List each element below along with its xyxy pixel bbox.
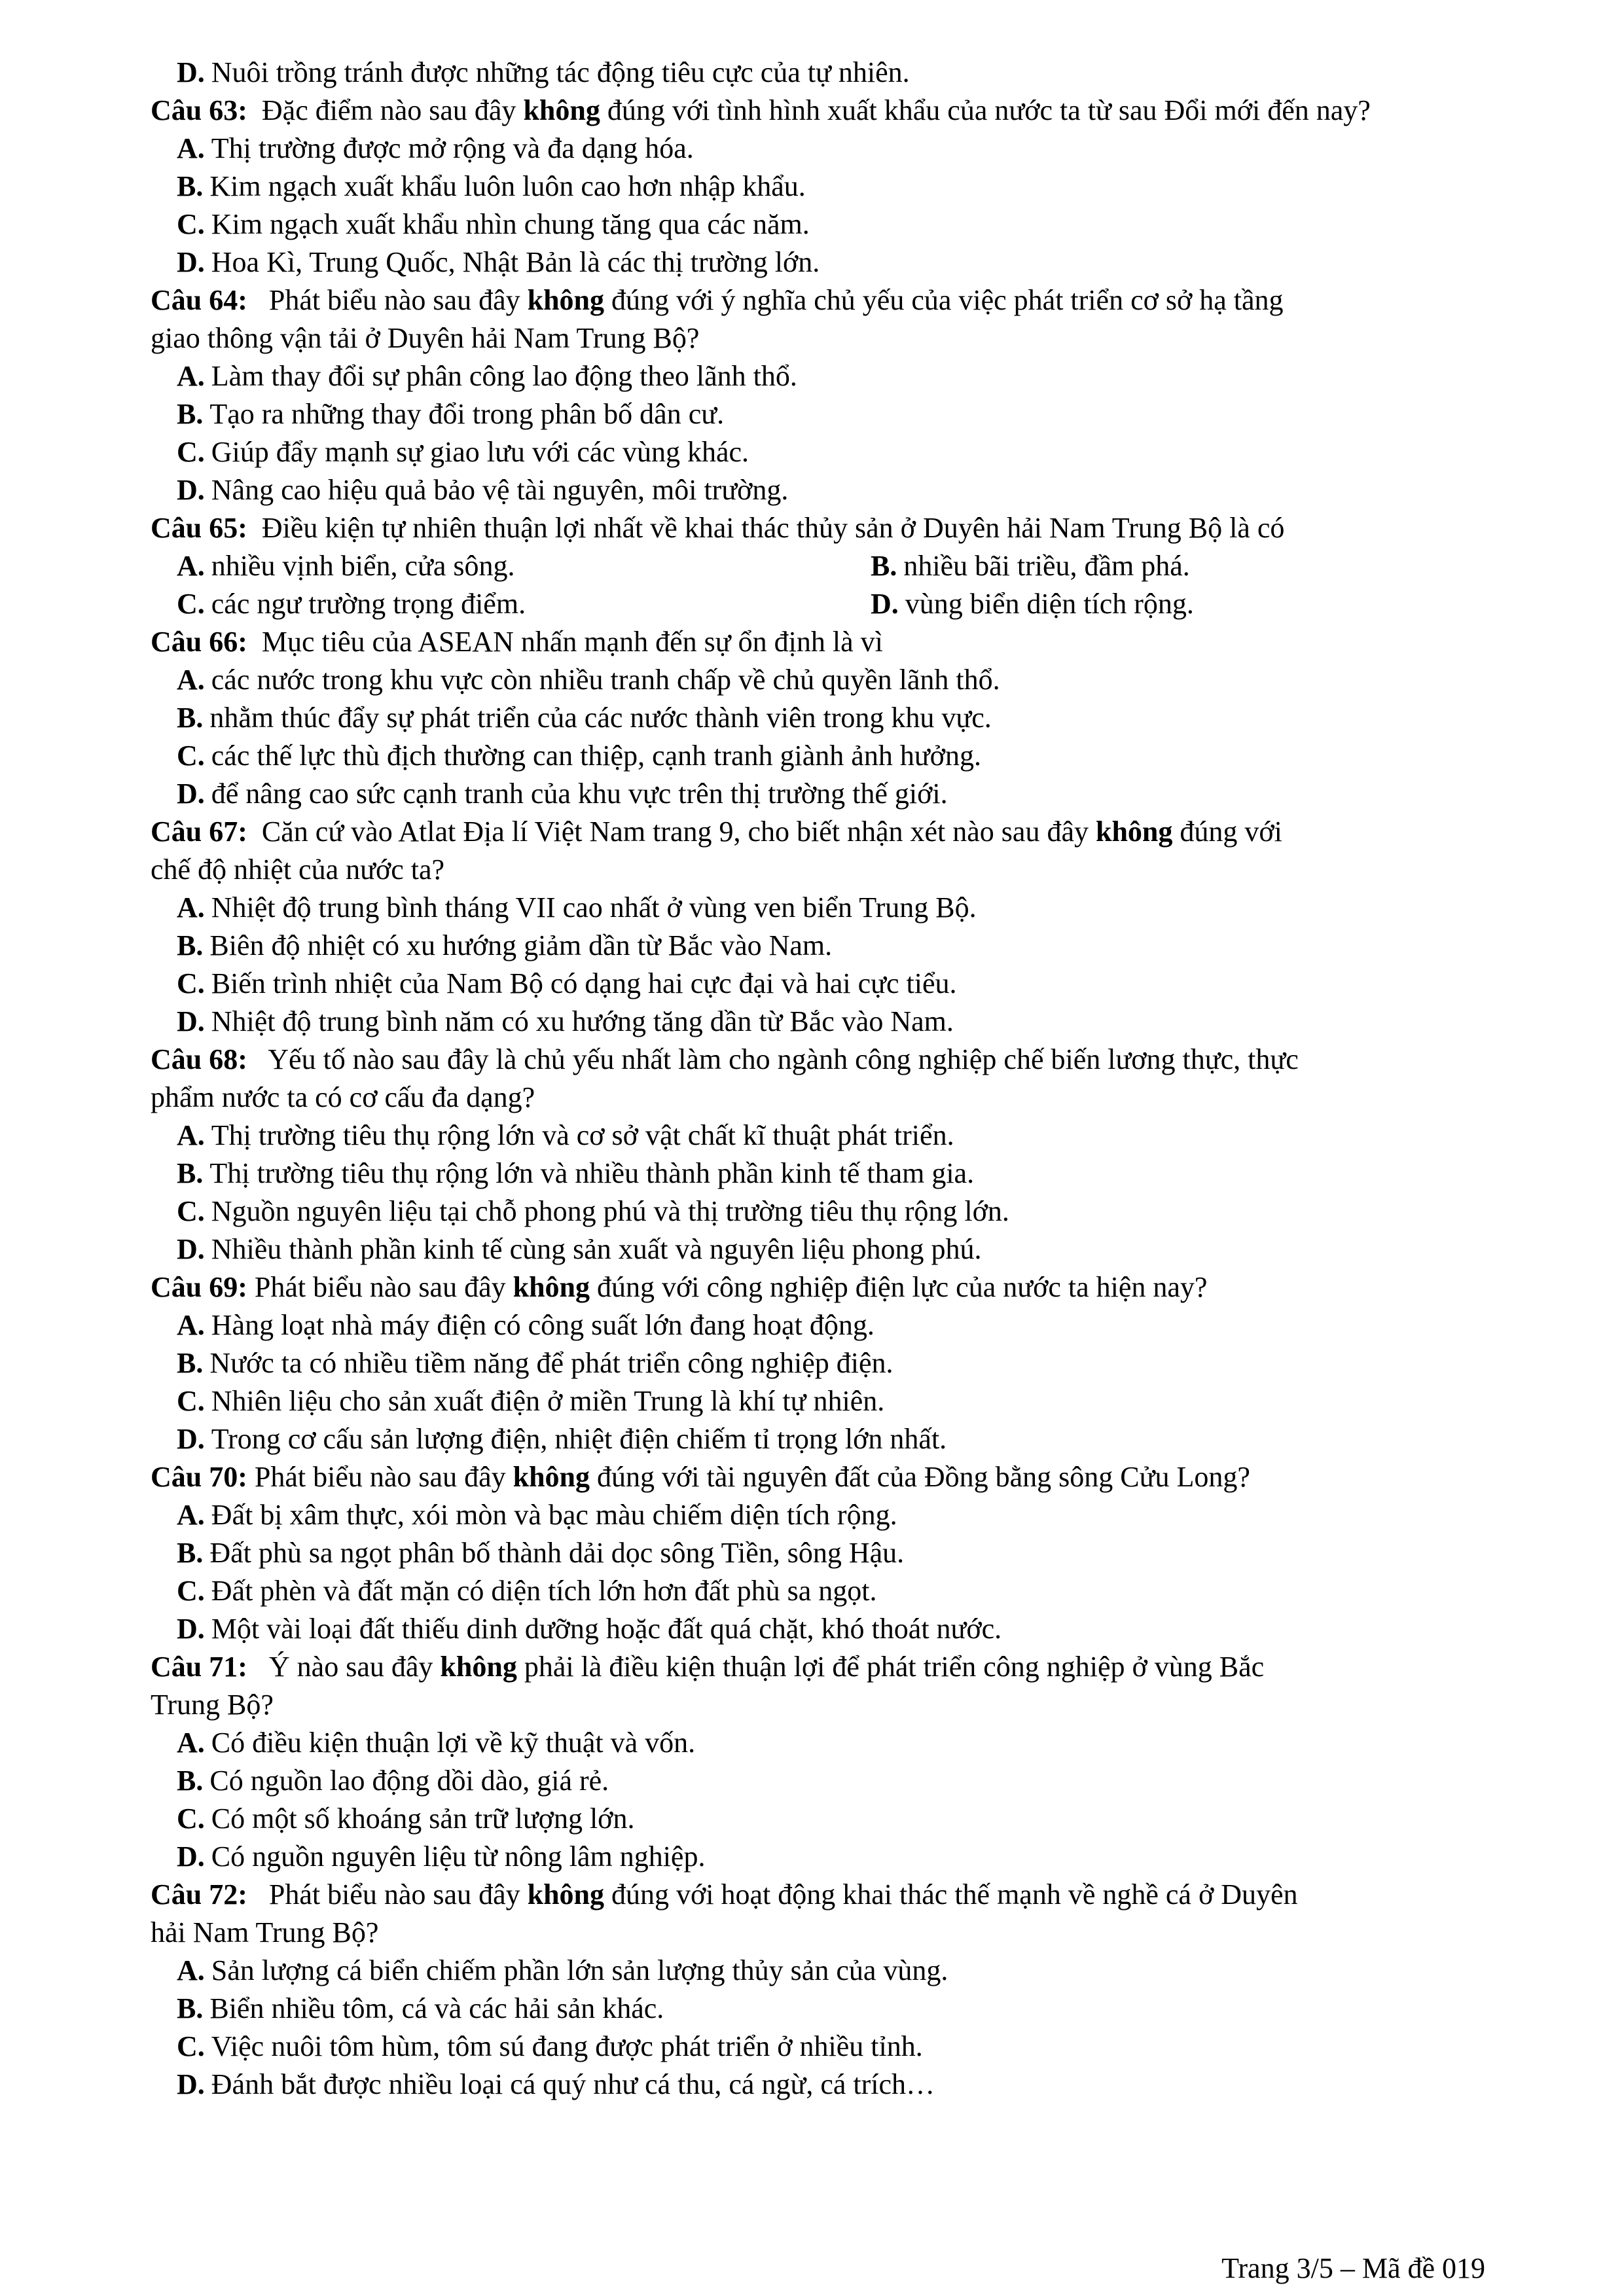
q67-option-a: A. Nhiệt độ trung bình tháng VII cao nhất ở vùng ven biển Trung Bộ. bbox=[177, 891, 977, 924]
q66-option-c: C. các thế lực thù địch thường can thiệp, cạnh tranh giành ảnh hưởng. bbox=[177, 740, 981, 772]
q68-option-d: D. Nhiều thành phần kinh tế cùng sản xuất và nguyên liệu phong phú. bbox=[177, 1233, 982, 1265]
q64-option-d: D. Nâng cao hiệu quả bảo vệ tài nguyên, môi trường. bbox=[177, 474, 789, 506]
q67-option-d: D. Nhiệt độ trung bình năm có xu hướng tăng dần từ Bắc vào Nam. bbox=[177, 1005, 954, 1037]
q65-options-row-2 bbox=[151, 585, 1486, 623]
q66-option-d: D. để nâng cao sức cạnh tranh của khu vực trên thị trường thế giới. bbox=[177, 778, 948, 810]
q70-option-a: A. Đất bị xâm thực, xói mòn và bạc màu chiếm diện tích rộng. bbox=[177, 1499, 897, 1531]
page-footer: Trang 3/5 – Mã đề 019 bbox=[1221, 2252, 1485, 2284]
q70-option-c: C. Đất phèn và đất mặn có diện tích lớn hơn đất phù sa ngọt. bbox=[177, 1575, 877, 1607]
q63-option-d: D. Hoa Kì, Trung Quốc, Nhật Bản là các thị trường lớn. bbox=[177, 246, 820, 278]
q65-option-a: A. nhiều vịnh biển, cửa sông. bbox=[177, 550, 515, 582]
exam-page bbox=[151, 54, 1486, 2104]
q65-option-d: D. vùng biển diện tích rộng. bbox=[871, 588, 1194, 620]
q63-option-a: A. Thị trường được mở rộng và đa dạng hóa. bbox=[177, 132, 694, 164]
q69-option-c: C. Nhiên liệu cho sản xuất điện ở miền Trung là khí tự nhiên. bbox=[177, 1385, 885, 1417]
question-69: Câu 69: Phát biểu nào sau đây không đúng với công nghiệp điện lực của nước ta hiện nay? bbox=[151, 1271, 1208, 1303]
question-71-cont: Trung Bộ? bbox=[151, 1689, 274, 1721]
q70-option-b: B. Đất phù sa ngọt phân bố thành dải dọc sông Tiền, sông Hậu. bbox=[177, 1537, 905, 1569]
q68-option-c: C. Nguồn nguyên liệu tại chỗ phong phú và thị trường tiêu thụ rộng lớn. bbox=[177, 1195, 1009, 1227]
q72-option-d: D. Đánh bắt được nhiều loại cá quý như cá thu, cá ngừ, cá trích… bbox=[177, 2068, 935, 2100]
q64-option-c: C. Giúp đẩy mạnh sự giao lưu với các vùng khác. bbox=[177, 436, 749, 468]
question-71: Câu 71: Ý nào sau đây không phải là điều kiện thuận lợi để phát triển công nghiệp ở vùng Bắc bbox=[151, 1651, 1265, 1683]
q72-option-c: C. Việc nuôi tôm hùm, tôm sú đang được phát triển ở nhiều tỉnh. bbox=[177, 2030, 923, 2062]
question-72-cont: hải Nam Trung Bộ? bbox=[151, 1916, 379, 1948]
question-72: Câu 72: Phát biểu nào sau đây không đúng với hoạt động khai thác thế mạnh về nghề cá ở Duyên bbox=[151, 1878, 1298, 1910]
q72-option-a: A. Sản lượng cá biển chiếm phần lớn sản lượng thủy sản của vùng. bbox=[177, 1954, 948, 1986]
q67-option-c: C. Biến trình nhiệt của Nam Bộ có dạng hai cực đại và hai cực tiểu. bbox=[177, 967, 957, 999]
question-67: Câu 67: Căn cứ vào Atlat Địa lí Việt Nam trang 9, cho biết nhận xét nào sau đây không đúng với bbox=[151, 816, 1282, 848]
question-65: Câu 65: Điều kiện tự nhiên thuận lợi nhất về khai thác thủy sản ở Duyên hải Nam Trung Bộ là có bbox=[151, 512, 1285, 544]
question-63: Câu 63: Đặc điểm nào sau đây không đúng với tình hình xuất khẩu của nước ta từ sau Đổi mới đến nay? bbox=[151, 94, 1371, 126]
q63-option-b: B. Kim ngạch xuất khẩu luôn luôn cao hơn nhập khẩu. bbox=[177, 170, 806, 202]
q68-option-a: A. Thị trường tiêu thụ rộng lớn và cơ sở vật chất kĩ thuật phát triển. bbox=[177, 1119, 954, 1151]
q67-option-b: B. Biên độ nhiệt có xu hướng giảm dần từ Bắc vào Nam. bbox=[177, 929, 833, 961]
q72-option-b: B. Biển nhiều tôm, cá và các hải sản khác. bbox=[177, 1992, 664, 2024]
q65-options-row-1 bbox=[151, 547, 1486, 585]
q71-option-d: D. Có nguồn nguyên liệu từ nông lâm nghiệp. bbox=[177, 1840, 706, 1873]
q64-option-b: B. Tạo ra những thay đổi trong phân bố dân cư. bbox=[177, 398, 725, 430]
q65-option-c: C. các ngư trường trọng điểm. bbox=[177, 588, 526, 620]
q65-option-b: B. nhiều bãi triều, đầm phá. bbox=[871, 550, 1190, 582]
q70-option-d: D. Một vài loại đất thiếu dinh dưỡng hoặc đất quá chặt, khó thoát nước. bbox=[177, 1613, 1002, 1645]
q69-option-b: B. Nước ta có nhiều tiềm năng để phát triển công nghiệp điện. bbox=[177, 1347, 893, 1379]
question-68-cont: phẩm nước ta có cơ cấu đa dạng? bbox=[151, 1081, 535, 1113]
question-68: Câu 68: Yếu tố nào sau đây là chủ yếu nhất làm cho ngành công nghiệp chế biến lương thực, thực bbox=[151, 1043, 1299, 1075]
question-70: Câu 70: Phát biểu nào sau đây không đúng với tài nguyên đất của Đồng bằng sông Cửu Long? bbox=[151, 1461, 1250, 1493]
option-d-prev: D. Nuôi trồng tránh được những tác động tiêu cực của tự nhiên. bbox=[177, 56, 910, 88]
q71-option-a: A. Có điều kiện thuận lợi về kỹ thuật và vốn. bbox=[177, 1727, 696, 1759]
question-66: Câu 66: Mục tiêu của ASEAN nhấn mạnh đến sự ổn định là vì bbox=[151, 626, 883, 658]
q64-option-a: A. Làm thay đổi sự phân công lao động theo lãnh thổ. bbox=[177, 360, 797, 392]
question-64-cont: giao thông vận tải ở Duyên hải Nam Trung Bộ? bbox=[151, 322, 700, 354]
q69-option-d: D. Trong cơ cấu sản lượng điện, nhiệt điện chiếm tỉ trọng lớn nhất. bbox=[177, 1423, 947, 1455]
q66-option-a: A. các nước trong khu vực còn nhiều tranh chấp về chủ quyền lãnh thổ. bbox=[177, 664, 1000, 696]
q69-option-a: A. Hàng loạt nhà máy điện có công suất lớn đang hoạt động. bbox=[177, 1309, 875, 1341]
q66-option-b: B. nhằm thúc đẩy sự phát triển của các nước thành viên trong khu vực. bbox=[177, 702, 992, 734]
q63-option-c: C. Kim ngạch xuất khẩu nhìn chung tăng qua các năm. bbox=[177, 208, 810, 240]
q71-option-b: B. Có nguồn lao động dồi dào, giá rẻ. bbox=[177, 1765, 609, 1797]
q68-option-b: B. Thị trường tiêu thụ rộng lớn và nhiều thành phần kinh tế tham gia. bbox=[177, 1157, 975, 1189]
q71-option-c: C. Có một số khoáng sản trữ lượng lớn. bbox=[177, 1803, 635, 1835]
question-64: Câu 64: Phát biểu nào sau đây không đúng với ý nghĩa chủ yếu của việc phát triển cơ sở hạ tầng bbox=[151, 284, 1284, 316]
question-67-cont: chế độ nhiệt của nước ta? bbox=[151, 853, 445, 886]
